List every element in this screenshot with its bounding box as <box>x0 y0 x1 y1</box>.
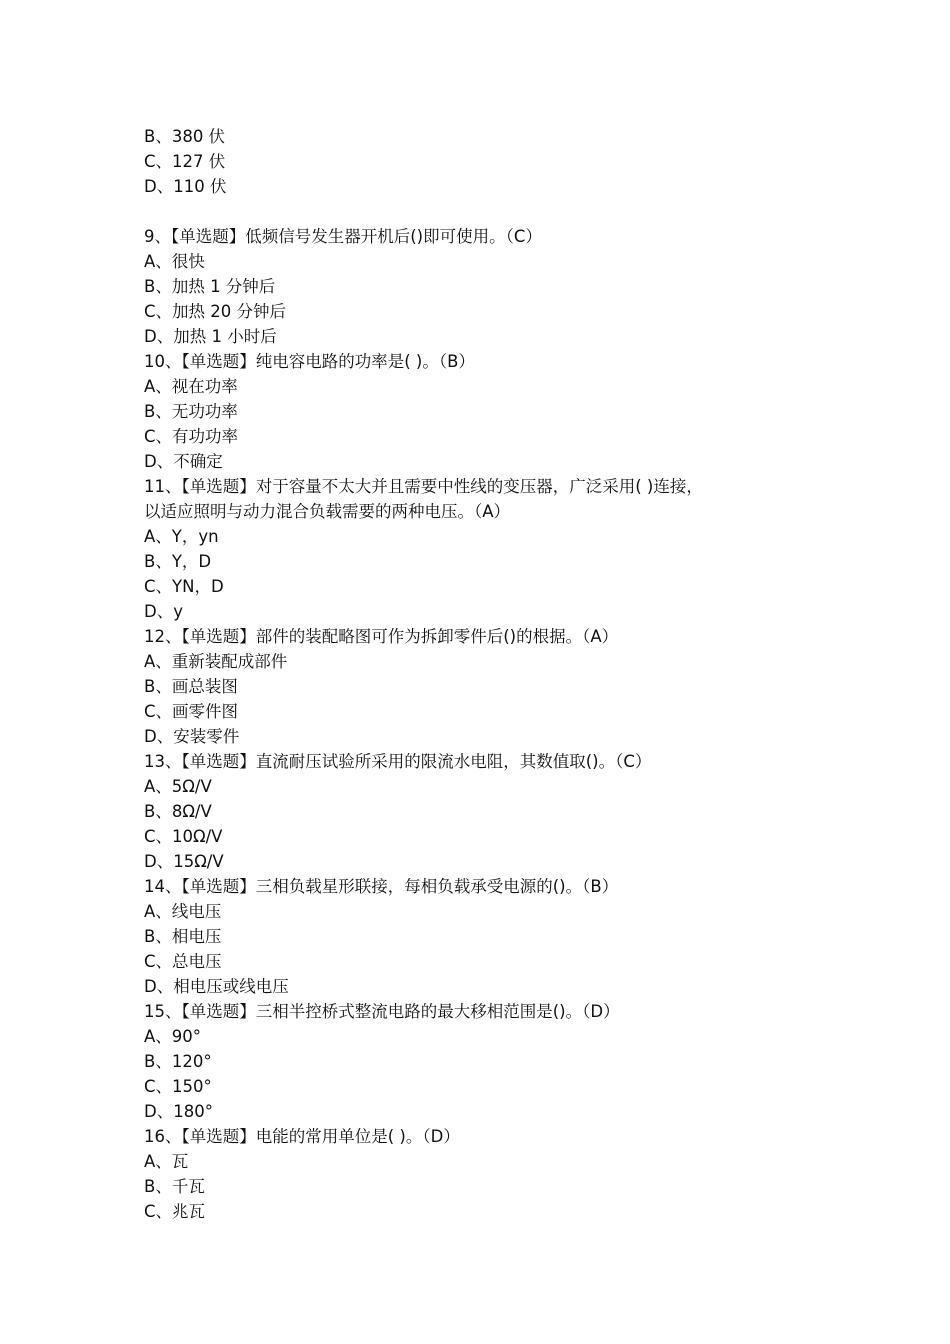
text-line: B、8Ω/V <box>144 802 212 821</box>
text-line: C、有功功率 <box>144 427 239 446</box>
text-line: B、120° <box>144 1052 212 1071</box>
text-line: C、总电压 <box>144 952 222 971</box>
text-line: 13、【单选题】直流耐压试验所采用的限流水电阻，其数值取()。（C） <box>144 752 652 771</box>
text-line: 9、【单选题】低频信号发生器开机后()即可使用。（C） <box>144 227 542 246</box>
text-line: 14、【单选题】三相负载星形联接，每相负载承受电源的()。（B） <box>144 877 619 896</box>
text-line: B、加热 1 分钟后 <box>144 277 276 296</box>
text-line: B、380 伏 <box>144 127 226 146</box>
text-line: C、150° <box>144 1077 212 1096</box>
text-line: D、相电压或线电压 <box>144 977 289 996</box>
text-line: D、110 伏 <box>144 177 227 196</box>
text-line: A、线电压 <box>144 902 222 921</box>
question-list <box>144 224 824 1224</box>
text-line: C、画零件图 <box>144 702 239 721</box>
blank-gap <box>144 199 824 224</box>
text-line: C、YN，D <box>144 577 224 596</box>
text-line: A、Y，yn <box>144 527 219 546</box>
text-line: D、不确定 <box>144 452 223 471</box>
text-line: A、瓦 <box>144 1152 189 1171</box>
text-line: C、加热 20 分钟后 <box>144 302 287 321</box>
text-line: B、千瓦 <box>144 1177 205 1196</box>
text-line: 15、【单选题】三相半控桥式整流电路的最大移相范围是()。（D） <box>144 1002 620 1021</box>
answer-options-prev-question <box>144 124 824 199</box>
document-page <box>144 124 824 1224</box>
text-line: C、10Ω/V <box>144 827 223 846</box>
text-line: 11、【单选题】对于容量不太大并且需要中性线的变压器，广泛采用( )连接， <box>144 477 703 496</box>
text-line: A、5Ω/V <box>144 777 212 796</box>
text-line: D、15Ω/V <box>144 852 224 871</box>
text-line: 16、【单选题】电能的常用单位是( )。（D） <box>144 1127 460 1146</box>
text-line: A、很快 <box>144 252 205 271</box>
text-line: 10、【单选题】纯电容电路的功率是( )。（B） <box>144 352 475 371</box>
text-line: A、重新装配成部件 <box>144 652 288 671</box>
text-line: B、相电压 <box>144 927 222 946</box>
text-line: B、无功功率 <box>144 402 238 421</box>
text-line: B、画总装图 <box>144 677 238 696</box>
text-line: A、90° <box>144 1027 202 1046</box>
text-line: D、安装零件 <box>144 727 240 746</box>
text-line: D、加热 1 小时后 <box>144 327 277 346</box>
text-line: B、Y，D <box>144 552 212 571</box>
text-line: C、127 伏 <box>144 152 226 171</box>
text-line: 以适应照明与动力混合负载需要的两种电压。（A） <box>144 502 511 521</box>
text-line: A、视在功率 <box>144 377 238 396</box>
text-line: D、180° <box>144 1102 213 1121</box>
text-line: C、兆瓦 <box>144 1202 206 1221</box>
text-line: D、y <box>144 602 183 621</box>
text-line: 12、【单选题】部件的装配略图可作为拆卸零件后()的根据。（A） <box>144 627 619 646</box>
